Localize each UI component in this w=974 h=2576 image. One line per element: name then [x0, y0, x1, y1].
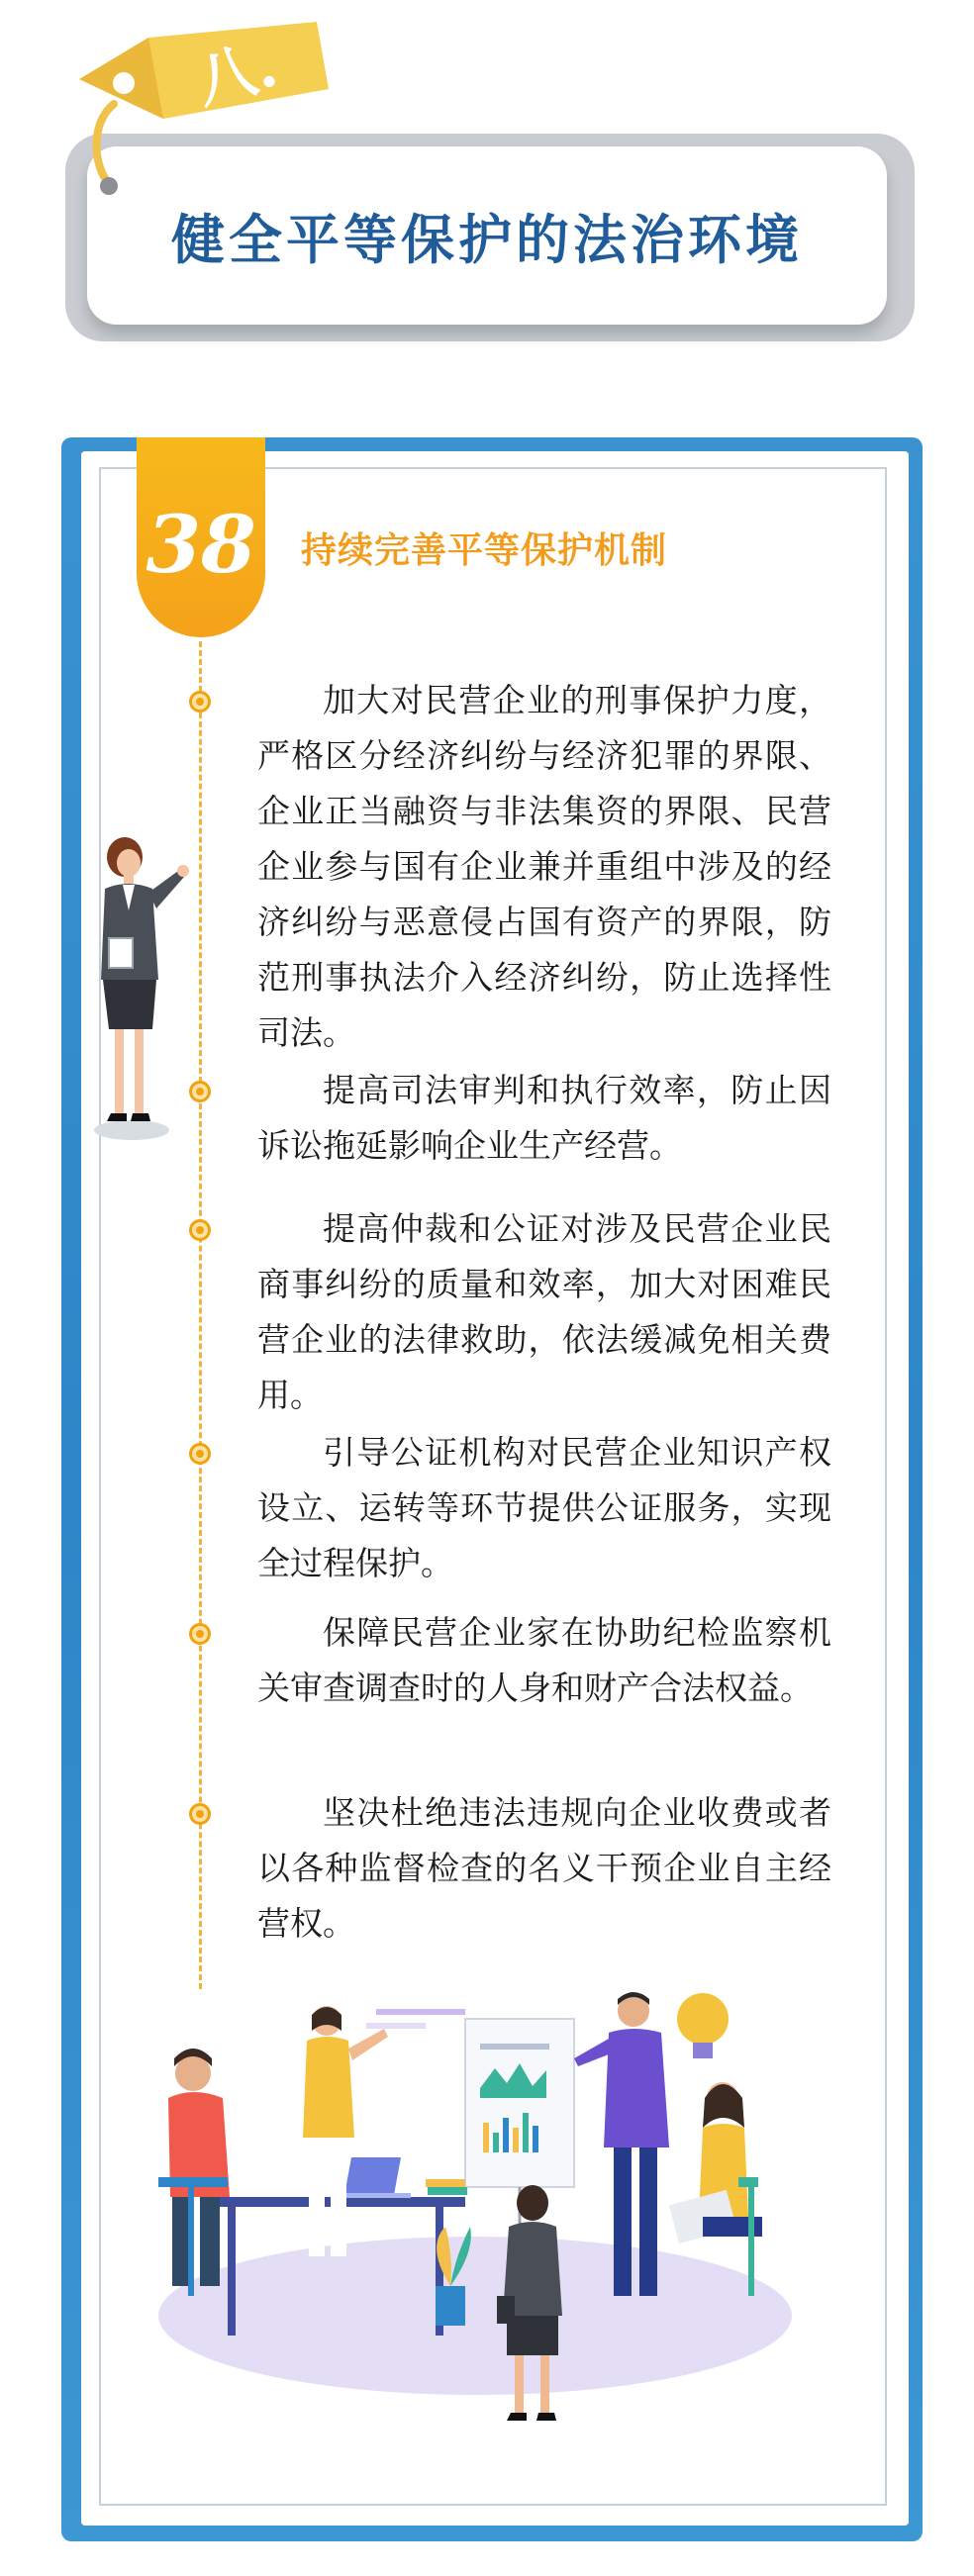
- section-title: 持续完善平等保护机制: [301, 530, 668, 571]
- section-number: 38: [146, 498, 256, 591]
- timeline-line: [199, 641, 202, 1989]
- team-meeting-illustration: [139, 1959, 812, 2425]
- list-item: 加大对民营企业的刑事保护力度，严格区分经济纠纷与经济犯罪的界限、企业正当融资与非法集资的界限、民营企业参与国有企业兼并重组中涉及的经济纠纷与恶意侵占国有资产的界限，防范刑事执法介入经济纠纷，防止选择性司法。: [257, 681, 831, 1052]
- list-item: 保障民营企业家在协助纪检监察机关审查调查时的人身和财产合法权益。: [257, 1613, 831, 1707]
- timeline-dot: [189, 1443, 211, 1465]
- timeline-dot: [189, 1219, 211, 1241]
- tag-label: 八.: [189, 31, 284, 118]
- list-item: 提高仲裁和公证对涉及民营企业民商事纠纷的质量和效率，加大对困难民营企业的法律救助，依法缓减免相关费用。: [257, 1209, 831, 1414]
- timeline-dot: [189, 691, 211, 713]
- timeline-dot: [189, 1623, 211, 1645]
- page-title: 健全平等保护的法治环境: [171, 208, 803, 271]
- list-item: 提高司法审判和执行效率，防止因诉讼拖延影响企业生产经营。: [257, 1071, 831, 1165]
- timeline-dot: [189, 1803, 211, 1825]
- presenter-illustration: [87, 831, 196, 1148]
- list-item: 引导公证机构对民营企业知识产权设立、运转等环节提供公证服务，实现全过程保护。: [257, 1433, 831, 1582]
- list-item: 坚决杜绝违法违规向企业收费或者以各种监督检查的名义干预企业自主经营权。: [257, 1793, 831, 1943]
